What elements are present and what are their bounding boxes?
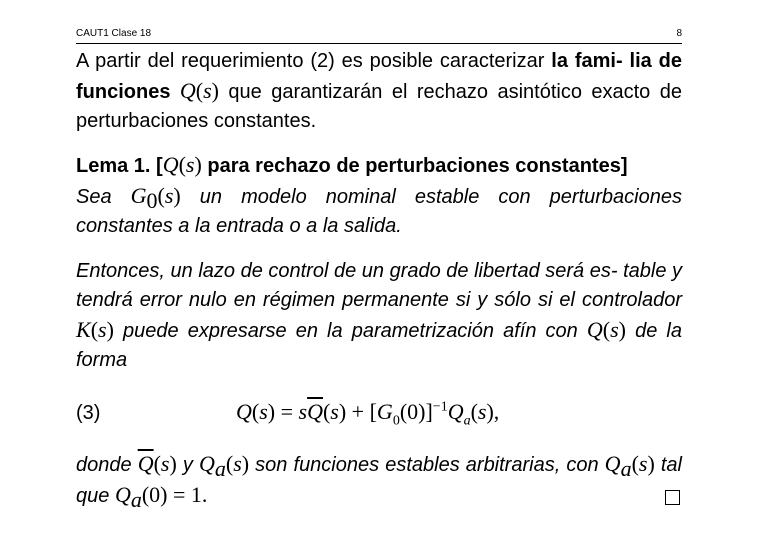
math-G0-s: G <box>130 183 147 208</box>
lemma-block <box>76 150 682 241</box>
intro-paragraph: A partir del requerimiento (2) es posible caracterizar la fami- lia de funciones Q(s) que garantizarán el rechazo asintótico exacto de perturbaciones constantes. <box>76 50 682 132</box>
intro-bold-phrase: la fami- lia de funciones <box>76 50 682 103</box>
paragraph-definitions: donde $\overline{Q}(s)$ y $Q_a(s)$ son funciones estables arbitrarias, con $Q_a(s)$ tal que $Q_a(0) = 1$. <box>76 451 682 512</box>
lemma-body: Sea $G_0(s)$ un modelo nominal estable con perturbaciones constantes a la entrada o a la salida. <box>76 183 682 237</box>
header-divider <box>76 43 682 44</box>
math-Q-s: Q <box>179 78 196 103</box>
equation-formula: $Q(s) = s\overline{Q}(s) + [G_0(0)]^{-1}Q_a(s)$, <box>236 399 500 429</box>
equation-row <box>76 381 682 439</box>
paragraph-conditions: Entonces, un lazo de control de un grado de libertad será es- table y tendrá error nulo en régimen permanente si y sólo si el controlador K(s) puede expresarse en la parametrización afín con Q(s) de la forma <box>76 260 682 371</box>
page-number: 8 <box>676 28 682 39</box>
intro-text-a: A partir del requerimiento (2) es posible caracterizar <box>76 50 552 72</box>
intro-text-b: que garantizarán el rechazo asintótico exacto de perturbaciones constantes. <box>76 81 682 132</box>
lemma-title: Lema 1. [Q(s) para rechazo de perturbaciones constantes] <box>76 152 628 177</box>
equation-number: (3) <box>76 402 101 424</box>
qed-square-icon <box>665 490 680 505</box>
course-header: CAUT1 Clase 18 <box>76 28 152 39</box>
slide-content <box>76 47 682 511</box>
math-K-s: K <box>76 317 91 342</box>
